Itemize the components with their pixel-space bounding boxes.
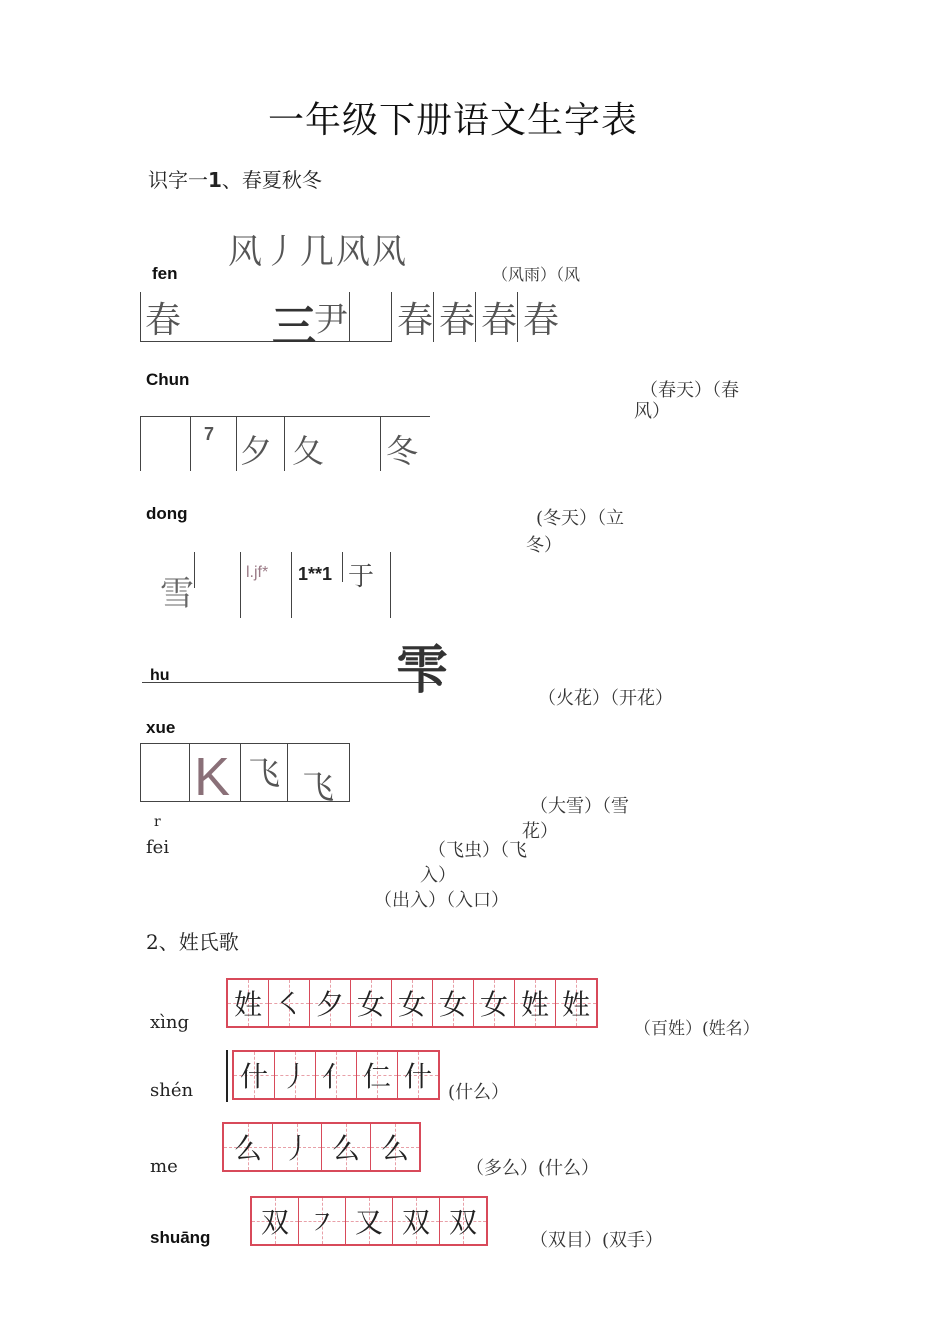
fei-cell-3: 飞 [302,768,335,806]
chun-cell-5: 春 [439,300,476,341]
shuang-cell-2: ㇇ [307,1206,336,1239]
words-shen: (什么） [448,1082,510,1103]
shuang-cell-1: 双 [260,1206,289,1239]
pinyin-shen: shén [150,1080,194,1101]
pinyin-dong: dong [146,504,188,523]
section-heading-1 [148,164,322,193]
xing-cell-7: 女 [479,988,508,1021]
pinyin-fei: fei [146,837,170,858]
words-chun-2: 风） [634,401,670,422]
pinyin-xing: xìng [150,1012,190,1033]
words-xue-2: 花） [522,821,558,842]
words-ru: （出入）（入口） [374,890,509,911]
words-xue-1: （大雪）（雪 [530,796,629,817]
shen-cell-2: 丿 [280,1060,309,1093]
me-cell-3: 么 [331,1132,360,1165]
words-me: （多么）(什么） [466,1158,600,1179]
pinyin-xue: xue [146,718,176,737]
pinyin-shuang: shuāng [150,1228,211,1247]
shuang-grid [250,1196,488,1246]
shen-grid [232,1050,440,1100]
shen-cell-4: 仁 [362,1060,391,1093]
xing-cell-5: 女 [397,988,426,1021]
fei-cell-1: K [194,747,231,807]
xing-cell-3: 夕 [315,988,344,1021]
words-dong-1: (冬天）（立 [536,508,625,529]
dong-cell-4: 冬 [386,432,419,470]
dong-cell-3: 夂 [292,432,325,470]
shen-left-bar [226,1050,228,1102]
xing-cell-9: 姓 [561,988,590,1021]
words-dong-2: 冬） [526,535,562,556]
pinyin-feng: fen [152,264,178,283]
fei-mark: r [154,814,161,830]
xing-cell-4: 女 [356,988,385,1021]
section-label: 识字一 [148,168,208,192]
chun-cell-2: 三 [272,301,316,352]
xue-cell-1: 雪 [160,574,194,614]
shen-cell-5: 什 [403,1060,432,1093]
words-feng: （风雨）（风 [492,265,581,284]
chun-cell-4: 春 [397,300,434,341]
me-cell-1: 么 [233,1132,262,1165]
xue-cell-4: 于 [348,562,375,592]
xue-cell-2: l.jf* [246,564,269,581]
chun-cell-7: 春 [523,300,560,341]
xing-cell-6: 女 [438,988,467,1021]
words-fei-1: （飞虫）（飞 [428,840,527,861]
words-fei-2: 入） [420,865,456,886]
words-xing: （百姓）(姓名） [634,1019,760,1039]
feng-stroke-order: 风丿几风风 [228,232,408,272]
dong-cell-2: 夕 [240,432,273,470]
me-cell-2: 丿 [282,1132,311,1165]
shuang-cell-5: 双 [448,1206,477,1239]
section-number: 1 [208,168,222,192]
shen-cell-3: 亻 [321,1060,350,1093]
words-shuang: （双目）(双手） [530,1230,664,1251]
xue-big-glyph: 雫 [396,640,449,701]
xing-grid [226,978,598,1028]
section-title: 、春夏秋冬 [221,168,322,192]
xing-cell-1: 姓 [233,988,262,1021]
pinyin-chun: Chun [146,370,190,389]
shuang-cell-3: 又 [354,1206,383,1239]
pinyin-hua-cut: hu [150,667,170,684]
xue-cell-3: 1**1 [298,564,333,584]
xing-cell-8: 姓 [520,988,549,1021]
words-hua: （火花）（开花） [538,688,673,709]
chun-cell-3: 尹 [314,300,348,340]
page-title: 一年级下册语文生字表 [267,100,638,141]
section-heading-2: 2、姓氏歌 [146,930,239,954]
chun-cell-6: 春 [481,300,518,341]
fei-cell-2: 飞 [248,754,281,792]
chun-cell-1: 春 [145,300,182,341]
words-chun-1: （春天）（春 [640,380,739,401]
pinyin-me: me [150,1156,178,1177]
shen-cell-1: 什 [239,1060,268,1093]
dong-cell-1: 7 [204,424,215,444]
me-grid [222,1122,421,1172]
xing-cell-2: ㇛ [274,988,303,1021]
shuang-cell-4: 双 [401,1206,430,1239]
me-cell-4: 么 [380,1132,409,1165]
